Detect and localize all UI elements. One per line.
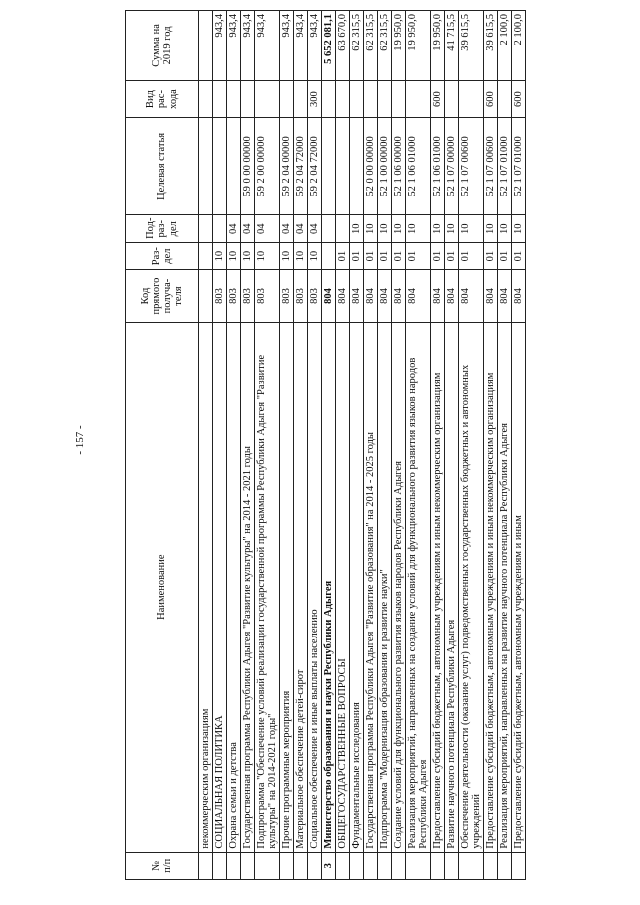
row-name: Социальное обеспечение и иные выплаты населению [308, 322, 322, 852]
table-row [431, 11, 445, 880]
row-number [498, 852, 512, 879]
row-number [392, 852, 406, 879]
row-target-article: 52 1 00 00000 [378, 118, 392, 215]
table-row [406, 11, 431, 880]
row-target-article: 59 2 04 00000 [280, 118, 294, 215]
row-number [255, 852, 280, 879]
row-number [227, 852, 241, 879]
row-target-article: 52 1 06 00000 [392, 118, 406, 215]
row-expense-type [255, 80, 280, 117]
row-section: 10 [308, 242, 322, 269]
row-number [280, 852, 294, 879]
row-name: Подпрограмма "Модернизация образования и развитие науки" [378, 322, 392, 852]
row-amount: 62 315,5 [378, 11, 392, 81]
row-name: Предоставление субсидий бюджетным, автономным учреждениям и иным [512, 322, 526, 852]
row-expense-type [392, 80, 406, 117]
row-subsection: 10 [431, 215, 445, 242]
table-row [445, 11, 459, 880]
row-name: Государственная программа Республики Адыгея "Развитие образования" на 2014 - 2025 годы [364, 322, 378, 852]
table-row [280, 11, 294, 880]
row-recipient-code: 804 [336, 270, 350, 322]
row-recipient-code [199, 270, 213, 322]
header-subsection: Под-раз-дел [126, 215, 199, 242]
row-section: 01 [364, 242, 378, 269]
row-amount: 41 715,5 [445, 11, 459, 81]
row-target-article: 52 1 07 01000 [498, 118, 512, 215]
row-number [213, 852, 227, 879]
row-amount: 2 100,0 [512, 11, 526, 81]
table-row [199, 11, 213, 880]
table-row [308, 11, 322, 880]
row-recipient-code: 804 [350, 270, 364, 322]
row-target-article: 59 2 04 72000 [308, 118, 322, 215]
row-target-article [336, 118, 350, 215]
row-subsection: 04 [255, 215, 280, 242]
row-expense-type [350, 80, 364, 117]
row-target-article [199, 118, 213, 215]
table-row [213, 11, 227, 880]
row-name: Создание условий для функционального развития языков народов Республики Адыгея [392, 322, 406, 852]
row-subsection: 10 [350, 215, 364, 242]
table-row [498, 11, 512, 880]
table-row [392, 11, 406, 880]
row-section: 01 [498, 242, 512, 269]
row-target-article: 59 0 00 00000 [241, 118, 255, 215]
row-subsection [322, 215, 336, 242]
row-amount: 19 950,0 [406, 11, 431, 81]
row-number [459, 852, 484, 879]
row-number [294, 852, 308, 879]
row-expense-type [199, 80, 213, 117]
row-recipient-code: 803 [255, 270, 280, 322]
row-subsection: 10 [378, 215, 392, 242]
header-amount: Сумма на 2019 год [126, 11, 199, 81]
row-target-article [227, 118, 241, 215]
row-number [350, 852, 364, 879]
row-name: Материальное обеспечение детей-сирот [294, 322, 308, 852]
row-amount: 39 615,5 [459, 11, 484, 81]
row-expense-type: 600 [431, 80, 445, 117]
table-row [364, 11, 378, 880]
row-subsection [213, 215, 227, 242]
row-expense-type [294, 80, 308, 117]
header-number: № п/п [126, 852, 199, 879]
row-expense-type [364, 80, 378, 117]
row-section: 01 [512, 242, 526, 269]
row-amount: 62 315,5 [364, 11, 378, 81]
row-amount [199, 11, 213, 81]
row-section: 10 [213, 242, 227, 269]
row-subsection: 10 [498, 215, 512, 242]
page-number: - 157 - [74, 425, 86, 455]
row-expense-type [213, 80, 227, 117]
row-subsection: 10 [445, 215, 459, 242]
row-number [336, 852, 350, 879]
row-name: Развитие научного потенциала Республики Адыгея [445, 322, 459, 852]
row-number [406, 852, 431, 879]
row-expense-type: 600 [512, 80, 526, 117]
row-subsection: 04 [294, 215, 308, 242]
row-target-article: 52 1 06 01000 [431, 118, 445, 215]
row-section: 01 [378, 242, 392, 269]
row-amount: 943,4 [294, 11, 308, 81]
row-target-article: 52 1 07 01000 [512, 118, 526, 215]
row-amount: 5 652 081,1 [322, 11, 336, 81]
row-section [322, 242, 336, 269]
row-expense-type [378, 80, 392, 117]
row-expense-type [336, 80, 350, 117]
header-target-article: Целевая статья [126, 118, 199, 215]
row-section: 01 [406, 242, 431, 269]
row-amount: 39 615,5 [484, 11, 498, 81]
row-recipient-code: 804 [364, 270, 378, 322]
row-section: 01 [336, 242, 350, 269]
row-expense-type [280, 80, 294, 117]
row-number [308, 852, 322, 879]
row-recipient-code: 803 [227, 270, 241, 322]
row-subsection: 10 [406, 215, 431, 242]
row-section: 10 [294, 242, 308, 269]
row-expense-type [406, 80, 431, 117]
row-section: 01 [484, 242, 498, 269]
row-target-article: 52 1 07 00600 [484, 118, 498, 215]
row-number [512, 852, 526, 879]
row-amount: 19 950,0 [431, 11, 445, 81]
row-subsection: 04 [227, 215, 241, 242]
row-recipient-code: 803 [280, 270, 294, 322]
row-expense-type: 300 [308, 80, 322, 117]
row-expense-type [445, 80, 459, 117]
table-row [227, 11, 241, 880]
row-subsection [336, 215, 350, 242]
row-recipient-code: 803 [241, 270, 255, 322]
row-recipient-code: 803 [308, 270, 322, 322]
rotated-page [125, 10, 605, 880]
row-section: 01 [392, 242, 406, 269]
row-number [199, 852, 213, 879]
row-amount: 2 100,0 [498, 11, 512, 81]
row-number [445, 852, 459, 879]
row-subsection: 04 [280, 215, 294, 242]
row-subsection: 10 [459, 215, 484, 242]
header-name: Наименование [126, 322, 199, 852]
row-recipient-code: 804 [484, 270, 498, 322]
row-amount: 943,4 [255, 11, 280, 81]
header-expense-type: Вид рас-хода [126, 80, 199, 117]
row-recipient-code: 804 [512, 270, 526, 322]
table-row [241, 11, 255, 880]
row-section: 10 [280, 242, 294, 269]
row-number [364, 852, 378, 879]
row-section: 10 [241, 242, 255, 269]
row-name: Прочие программные мероприятия [280, 322, 294, 852]
row-section: 01 [350, 242, 364, 269]
row-expense-type [498, 80, 512, 117]
row-amount: 19 950,0 [392, 11, 406, 81]
table-row [378, 11, 392, 880]
row-section: 01 [459, 242, 484, 269]
row-amount: 62 315,5 [350, 11, 364, 81]
row-expense-type [227, 80, 241, 117]
row-recipient-code: 804 [498, 270, 512, 322]
row-name: Реализация мероприятий, направленных на развитие научного потенциала Республики Адыгея [498, 322, 512, 852]
row-target-article: 52 1 06 01000 [406, 118, 431, 215]
table-row [484, 11, 498, 880]
row-name: СОЦИАЛЬНАЯ ПОЛИТИКА [213, 322, 227, 852]
row-target-article: 52 0 00 00000 [364, 118, 378, 215]
row-recipient-code: 803 [294, 270, 308, 322]
row-recipient-code: 804 [392, 270, 406, 322]
row-subsection [199, 215, 213, 242]
row-section: 10 [255, 242, 280, 269]
row-target-article [213, 118, 227, 215]
row-name: Фундаментальные исследования [350, 322, 364, 852]
row-number [431, 852, 445, 879]
row-subsection: 04 [241, 215, 255, 242]
row-recipient-code: 804 [431, 270, 445, 322]
row-number: 3 [322, 852, 336, 879]
table-row [255, 11, 280, 880]
row-amount: 943,4 [280, 11, 294, 81]
row-name: Реализация мероприятий, направленных на создание условий для функционального развития языков народов Республики Адыгея [406, 322, 431, 852]
row-section: 10 [227, 242, 241, 269]
row-subsection: 10 [392, 215, 406, 242]
table-row [512, 11, 526, 880]
row-amount: 943,4 [227, 11, 241, 81]
row-name: Охрана семьи и детства [227, 322, 241, 852]
budget-table [125, 10, 526, 880]
row-amount: 943,4 [308, 11, 322, 81]
row-expense-type [459, 80, 484, 117]
row-name: Министерство образования и науки Республики Адыгея [322, 322, 336, 852]
row-number [378, 852, 392, 879]
row-name: Подпрограмма "Обеспечение условий реализации государственной программы Республики Адыгея "Развитие культуры" на 2014-2021 годы" [255, 322, 280, 852]
row-subsection: 10 [512, 215, 526, 242]
row-expense-type: 600 [484, 80, 498, 117]
row-target-article [350, 118, 364, 215]
row-amount: 63 670,0 [336, 11, 350, 81]
row-recipient-code: 804 [378, 270, 392, 322]
row-name: Предоставление субсидий бюджетным, автономным учреждениям и иным некоммерческим организациям [484, 322, 498, 852]
table-row [459, 11, 484, 880]
row-section: 01 [431, 242, 445, 269]
row-recipient-code: 804 [459, 270, 484, 322]
table-body [199, 11, 526, 880]
row-target-article: 59 2 04 72000 [294, 118, 308, 215]
row-target-article: 52 1 07 00000 [445, 118, 459, 215]
row-amount: 943,4 [213, 11, 227, 81]
row-name: ОБЩЕГОСУДАРСТВЕННЫЕ ВОПРОСЫ [336, 322, 350, 852]
row-subsection: 10 [364, 215, 378, 242]
table-row [350, 11, 364, 880]
row-expense-type [322, 80, 336, 117]
header-recipient-code: Код прямого получа-теля [126, 270, 199, 322]
row-section: 01 [445, 242, 459, 269]
row-name: некоммерческим организациям [199, 322, 213, 852]
row-recipient-code: 803 [213, 270, 227, 322]
row-subsection: 04 [308, 215, 322, 242]
row-recipient-code: 804 [445, 270, 459, 322]
row-target-article [322, 118, 336, 215]
row-number [241, 852, 255, 879]
table-header [126, 11, 199, 880]
row-section [199, 242, 213, 269]
row-name: Государственная программа Республики Адыгея "Развитие культуры" на 2014 - 2021 годы [241, 322, 255, 852]
row-amount: 943,4 [241, 11, 255, 81]
row-target-article: 52 1 07 00600 [459, 118, 484, 215]
row-target-article: 59 2 00 00000 [255, 118, 280, 215]
table-row [322, 11, 336, 880]
row-subsection: 10 [484, 215, 498, 242]
row-name: Предоставление субсидий бюджетным, автономным учреждениям и иным некоммерческим организациям [431, 322, 445, 852]
row-recipient-code: 804 [406, 270, 431, 322]
row-name: Обеспечение деятельности (оказание услуг) подведомственных государственных бюджетных и автономных учреждений [459, 322, 484, 852]
row-recipient-code: 804 [322, 270, 336, 322]
row-number [484, 852, 498, 879]
header-section: Раз-дел [126, 242, 199, 269]
table-row [294, 11, 308, 880]
row-expense-type [241, 80, 255, 117]
table-row [336, 11, 350, 880]
